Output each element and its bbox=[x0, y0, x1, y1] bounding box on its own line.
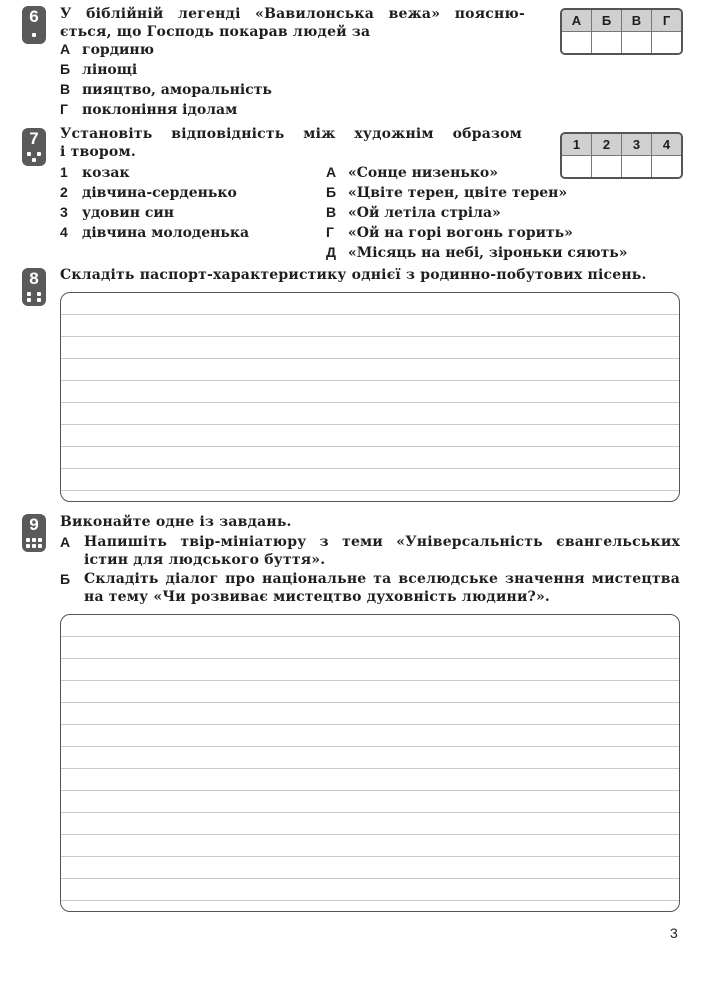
list-item: В «Ой летіла стріла» bbox=[326, 204, 501, 221]
question-8-text: Складіть паспорт-характеристику однієї з родинно-побутових пісень. bbox=[60, 267, 647, 283]
question-6-answer-grid: А Б В Г bbox=[560, 8, 683, 55]
difficulty-dots-icon bbox=[22, 288, 46, 306]
difficulty-dots-icon bbox=[22, 148, 46, 166]
question-6-badge bbox=[22, 6, 46, 44]
option-b: Б лінощі bbox=[60, 61, 138, 78]
list-item: 3 удовин син bbox=[60, 204, 175, 221]
question-9-number: 9 bbox=[29, 515, 39, 534]
question-6-text bbox=[60, 5, 525, 41]
list-item: 2 дівчина-серденько bbox=[60, 184, 237, 201]
question-7-text-line1: Установіть відповідність між художнім образом bbox=[60, 126, 522, 142]
question-9-option-a: А Напишіть твір-мініатюру з теми «Універсальність євангельських істин для людського буття». bbox=[60, 534, 680, 568]
question-7-text bbox=[60, 125, 522, 161]
question-8-answer-area[interactable] bbox=[60, 292, 680, 502]
question-7-left-list bbox=[60, 163, 249, 243]
list-item: 4 дівчина молоденька bbox=[60, 224, 250, 241]
answer-cell[interactable] bbox=[592, 32, 621, 53]
option-a: А гординю bbox=[60, 41, 155, 58]
answer-cell[interactable] bbox=[562, 32, 591, 53]
question-7-answer-grid: 1 2 3 4 bbox=[560, 132, 683, 179]
question-9-option-b: Б Складіть діалог про національне та вселюдське значення мистецтва на тему «Чи розвиває мистецтво духовність людини?». bbox=[60, 571, 680, 605]
question-6-text-line2: ється, що Господь покарав людей за bbox=[60, 24, 371, 40]
question-7-text-line2: і твором. bbox=[60, 144, 136, 160]
answer-cell[interactable] bbox=[622, 32, 651, 53]
answer-cell[interactable] bbox=[652, 156, 681, 177]
question-7-right-list bbox=[326, 163, 628, 263]
list-item: Д «Місяць на небі, зіроньки сяють» bbox=[326, 244, 628, 261]
question-8-number: 8 bbox=[29, 269, 39, 288]
question-8-badge bbox=[22, 268, 46, 306]
list-item: А «Сонце низенько» bbox=[326, 164, 499, 181]
question-9-answer-area[interactable] bbox=[60, 614, 680, 912]
question-6-text-line1: У біблійній легенді «Вавилонська вежа» поясню- bbox=[60, 6, 525, 22]
option-g: Г поклоніння ідолам bbox=[60, 101, 238, 118]
list-item: Б «Цвіте терен, цвіте терен» bbox=[326, 184, 568, 201]
page-number: 3 bbox=[670, 925, 678, 941]
question-9-intro: Виконайте одне із завдань. bbox=[60, 514, 292, 530]
difficulty-dots-icon bbox=[22, 534, 46, 552]
list-item: Г «Ой на горі вогонь горить» bbox=[326, 224, 573, 241]
question-9-badge bbox=[22, 514, 46, 552]
question-6-options bbox=[60, 40, 272, 120]
difficulty-dots-icon bbox=[22, 26, 46, 44]
list-item: 1 козак bbox=[60, 164, 130, 181]
question-6-number: 6 bbox=[29, 7, 39, 26]
answer-cell[interactable] bbox=[652, 32, 681, 53]
question-7-number: 7 bbox=[29, 129, 39, 148]
question-7-badge bbox=[22, 128, 46, 166]
option-v: В пияцтво, аморальність bbox=[60, 81, 272, 98]
